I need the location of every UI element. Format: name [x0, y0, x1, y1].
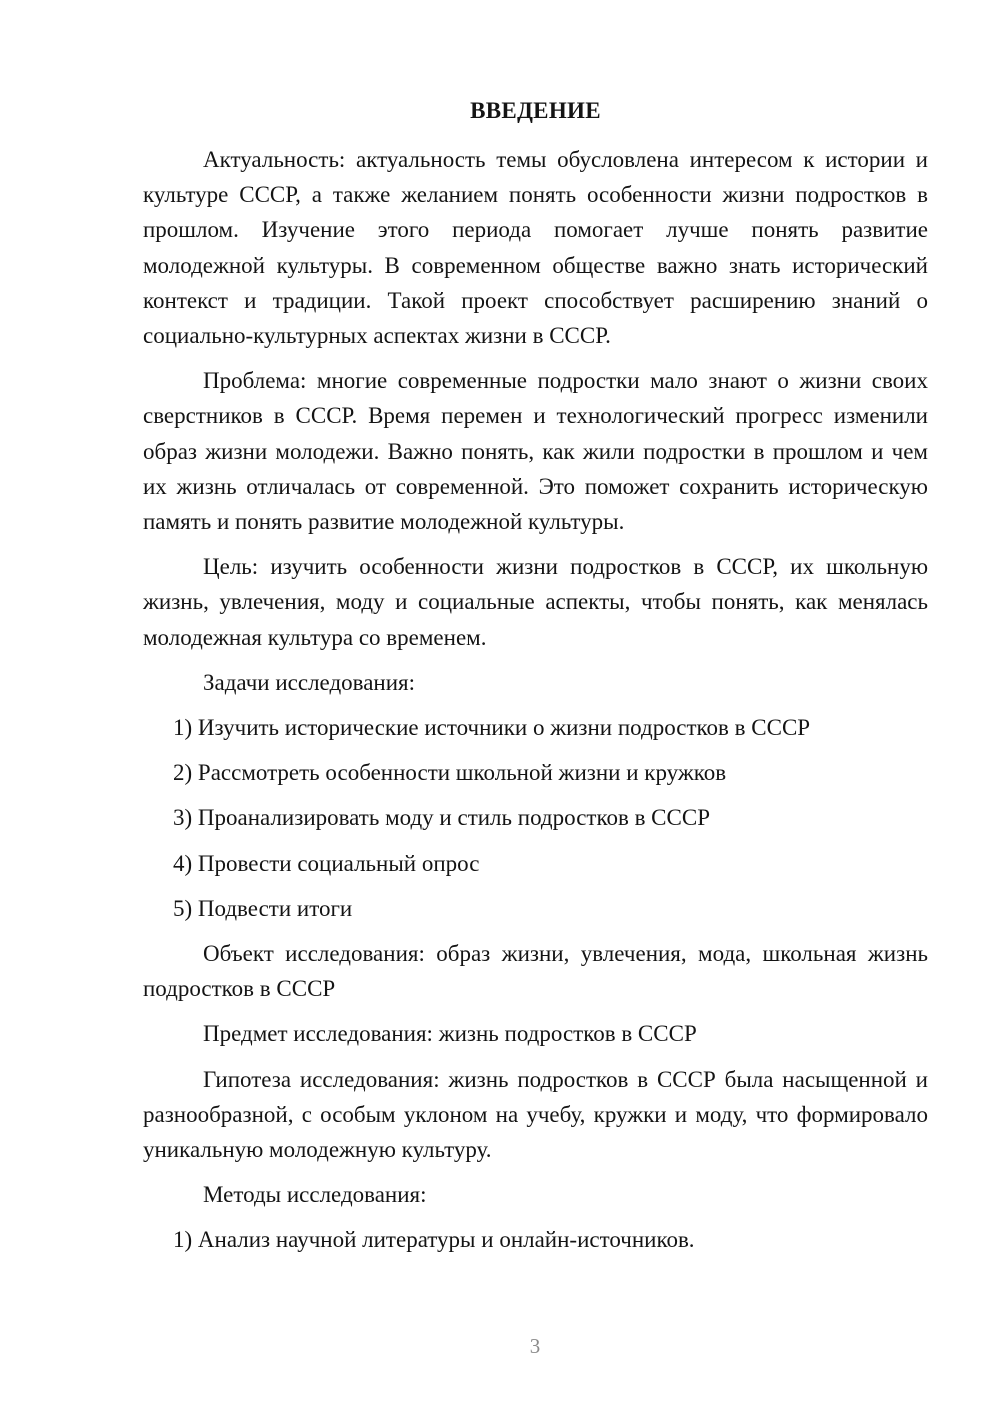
document-body [143, 142, 928, 1268]
task-item: 3) Проанализировать моду и стиль подростков в СССР [173, 805, 710, 831]
paragraph-hypothesis: Гипотеза исследования: жизнь подростков в СССР была насыщенной и разнообразной, с особым уклоном на учебу, кружки и моду, что формировало уникальную молодежную культуру. [143, 1066, 928, 1163]
tasks-heading: Задачи исследования: [203, 669, 416, 695]
task-item: 1) Изучить исторические источники о жизни подростков в СССР [173, 715, 811, 741]
paragraph-goal: Цель: изучить особенности жизни подростков в СССР, их школьную жизнь, увлечения, моду и социальные аспекты, чтобы понять, как менялась молодежная культура со временем. [143, 554, 928, 650]
paragraph-problem: Проблема: многие современные подростки мало знают о жизни своих сверстников в СССР. Время перемен и технологический прогресс изменили образ жизни молодежи. Важно понять, как жили подростки в прошлом и чем их жизнь отличалась от современной. Это поможет сохранить историческую память и понять развитие молодежной культуры. [143, 368, 928, 535]
method-item: 1) Анализ научной литературы и онлайн-источников. [173, 1227, 695, 1253]
task-item: 4) Провести социальный опрос [173, 850, 480, 876]
methods-heading: Методы исследования: [203, 1182, 427, 1208]
task-item: 5) Подвести итоги [173, 895, 353, 921]
page-title: ВВЕДЕНИЕ [470, 98, 601, 123]
paragraph-subject: Предмет исследования: жизнь подростков в СССР [203, 1021, 697, 1047]
paragraph-relevance: Актуальность: актуальность темы обусловлена интересом к истории и культуре СССР, а также желанием понять особенности жизни подростков в прошлом. Изучение этого периода помогает лучше понять развитие молодежной культуры. В современном обществе важно знать исторический контекст и традиции. Такой проект способствует расширению знаний о социально-культурных аспектах жизни в СССР. [143, 147, 928, 349]
task-item: 2) Рассмотреть особенности школьной жизни и кружков [173, 760, 727, 786]
page-number: 3 [529, 1334, 541, 1358]
paragraph-object: Объект исследования: образ жизни, увлечения, мода, школьная жизнь подростков в СССР [143, 941, 928, 1002]
